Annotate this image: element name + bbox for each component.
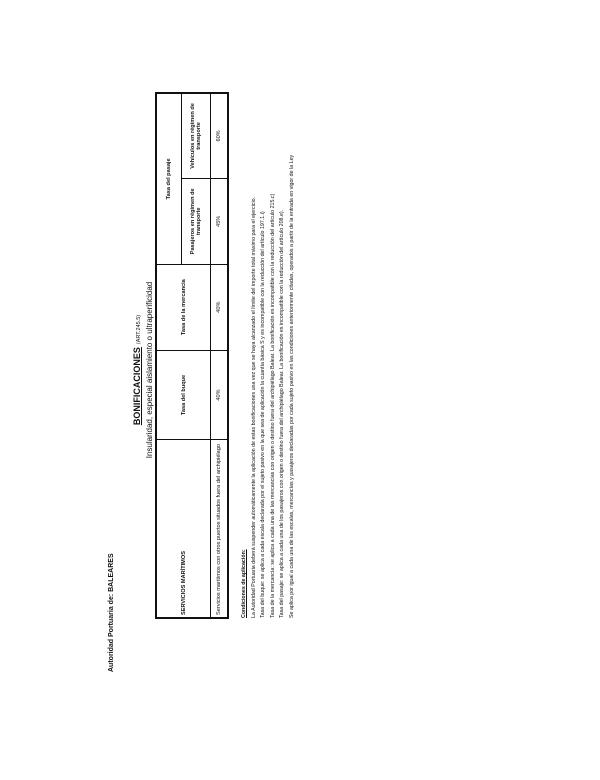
header-passengers: Pasajeros en régimen de transporte <box>182 178 211 264</box>
header-services: SERVICIOS MARÍTIMOS <box>157 440 211 618</box>
conditions-heading: Condiciones de aplicación: <box>241 549 247 618</box>
table-row <box>211 94 228 618</box>
port-authority-label: Autoridad Portuaria de: BALEARES <box>108 553 115 672</box>
cell-ship: 40% <box>211 350 228 440</box>
cell-vehicles: 60% <box>211 94 228 179</box>
header-goods-fee: Tasa de la mercancia <box>157 264 211 350</box>
header-ship-fee: Tasa del buque <box>157 350 211 440</box>
header-passage-fee: Tasa del pasaje <box>157 94 182 265</box>
page-subtitle: Insularidad, especial aislamiento o ultraperificidad <box>145 281 154 459</box>
condition-line: Tasa de la mercancía: se aplica a cada una de las mercancías con origen o destino fuera del archipiélago Balear. La bonificación es incompatible con la reducción del artículo 215.c) <box>269 193 276 618</box>
conditions-section <box>240 58 298 618</box>
condition-line: Tasa del pasaje: se aplica a cada una de los pasajeros con origen o destino fuera del archipiélago Balear. La bonificación es incompatible con la reducción del artículo 208.e). <box>279 209 286 618</box>
cell-goods: 40% <box>211 264 228 350</box>
cell-passengers: 45% <box>211 178 228 264</box>
bonus-table <box>156 93 228 618</box>
condition-line: Se aplica por igual a cada una de las escalas, mercancías y pasajeros declaradas por cada sujeto pasivo en las condiciones anteriormente citadas, operados a partir de la entrada en vigor de la Ley <box>288 154 295 618</box>
page-title <box>132 50 142 690</box>
header-vehicles: Vehículos en régimen de transporte <box>182 94 211 179</box>
table-header-row-1 <box>157 94 182 618</box>
cell-service: Servicios marítimos con otros puertos situados fuera del archipiélago <box>211 440 228 618</box>
rotated-page <box>100 50 550 690</box>
title-text: BONIFICACIONES <box>132 347 142 426</box>
condition-line: Tasa del buque: se aplica a cada escala declarada por el sujeto pasivo en la que sea de aplicación la cuantía básica S y es incompatible con la reducción del artículo 197.1.i) <box>260 211 267 618</box>
condition-line: La Autoridad Portuaria deberá suspender automáticamente la aplicación de estas bonificaciones una vez que se haya alcanzado el límite del importe total máximo para el ejercicio. <box>250 196 257 618</box>
title-article-ref: (ART.245.5) <box>136 314 142 345</box>
